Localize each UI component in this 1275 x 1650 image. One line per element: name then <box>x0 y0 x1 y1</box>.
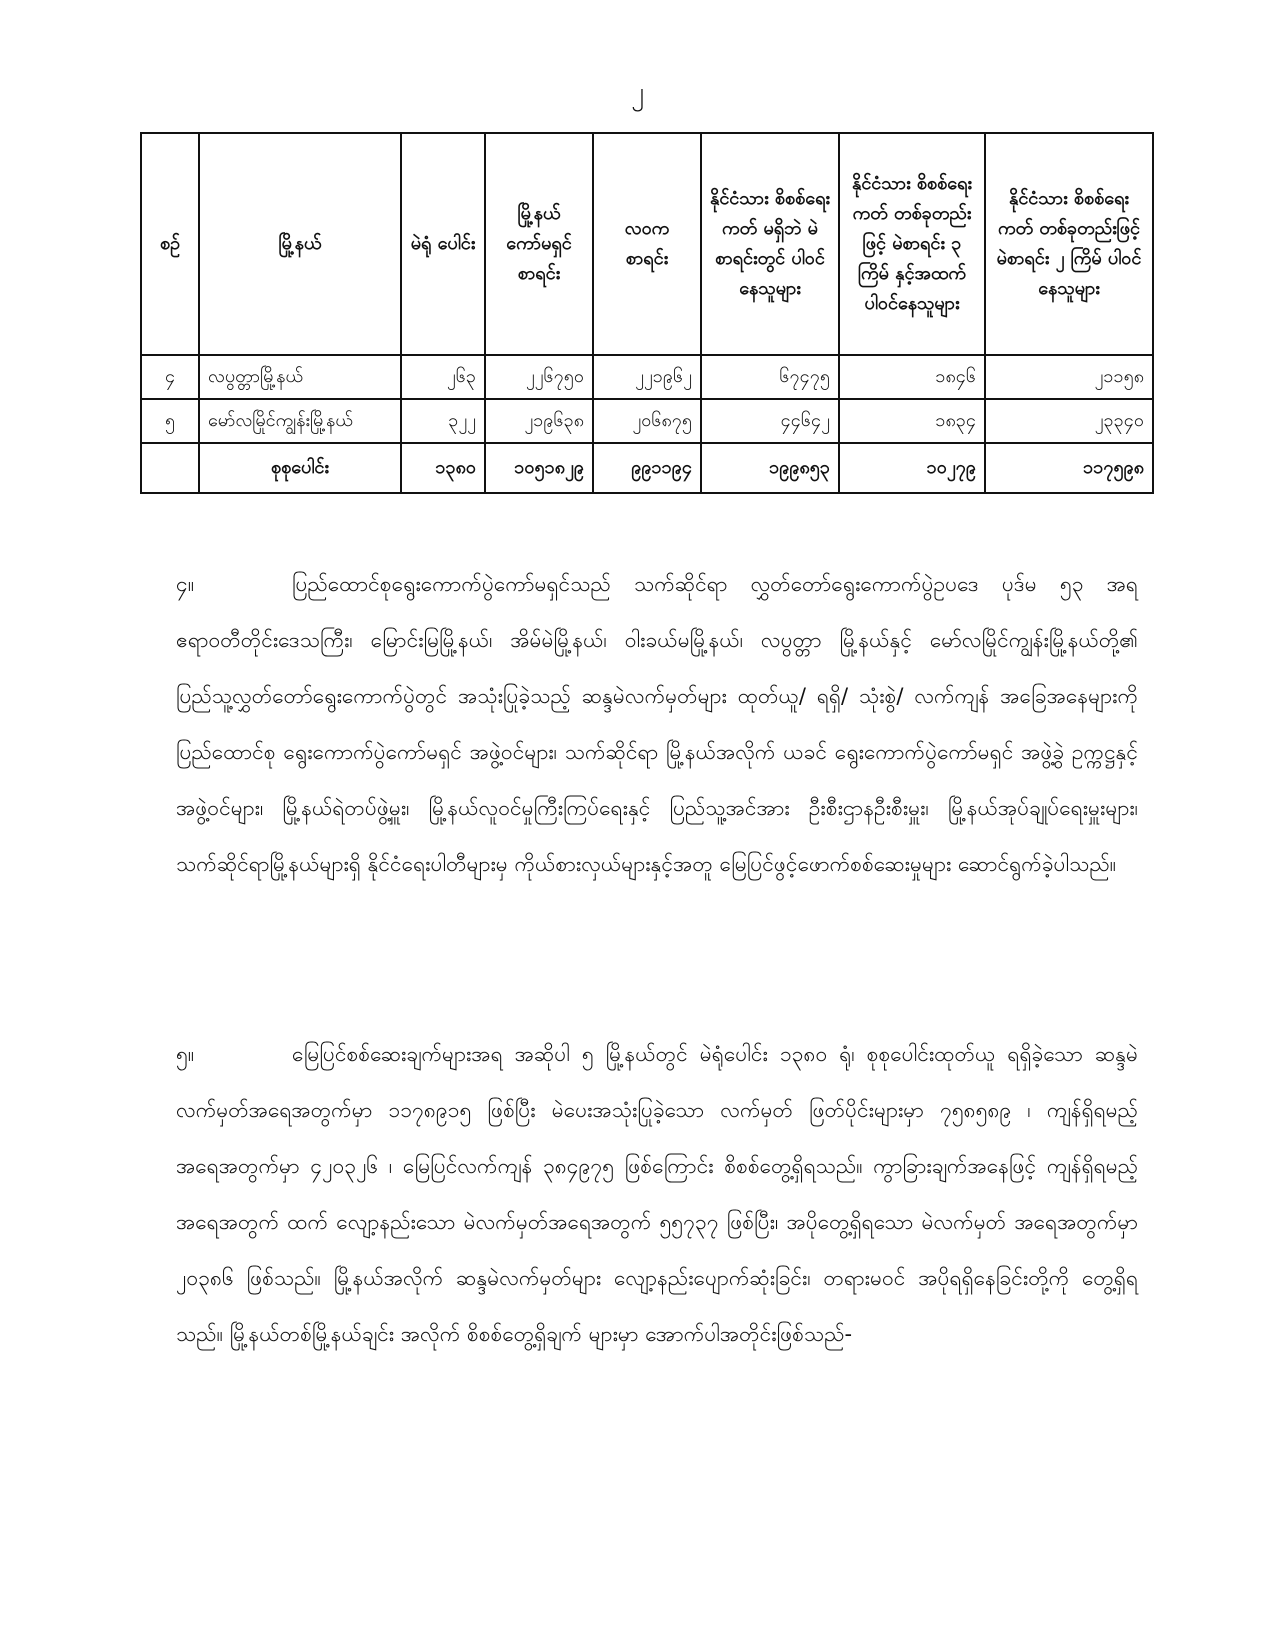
header-no: စဉ် <box>141 133 199 355</box>
paragraph-number: ၄။ <box>176 572 195 596</box>
header-commission-list: မြို့နယ် ကော်မရှင် စာရင်း <box>485 133 593 355</box>
cell-polling-stations: ၂၆၃ <box>401 355 485 399</box>
total-label: စုစုပေါင်း <box>199 443 401 493</box>
table-header-row <box>141 133 1153 355</box>
header-township: မြို့နယ် <box>199 133 401 355</box>
cell-two-times: ၂၁၁၅၈ <box>985 355 1153 399</box>
total-commission-list: ၁၀၅၁၈၂၉ <box>485 443 593 493</box>
paragraph-text: ပြည်ထောင်စုရွေးကောက်ပွဲကော်မရှင်သည် သက်ဆိုင်ရာ လွှတ်တော်ရွေးကောက်ပွဲဥပဒေ ပုဒ်မ ၅၃ အရ ဧရာဝတီတိုင်းဒေသကြီး၊ မြောင်းမြမြို့နယ်၊ အိမ်မဲမြို့နယ်၊ ဝါးခယ်မမြို့နယ်၊ လပွတ္တာ မြို့နယ်နှင့် မော်လမြိုင်ကျွန်းမြို့နယ်တို့၏ ပြည်သူ့လွှတ်တော်ရွေးကောက်ပွဲတွင် အသုံးပြုခဲ့သည့် ဆန္ဒမဲလက်မှတ်များ ထုတ်ယူ/ ရရှိ/ သုံးစွဲ/ လက်ကျန် အခြေအနေများကို ပြည်ထောင်စု ရွေးကောက်ပွဲကော်မရှင် အဖွဲ့ဝင်များ၊ သက်ဆိုင်ရာ မြို့နယ်အလိုက် ယခင် ရွေးကောက်ပွဲကော်မရှင် အဖွဲ့ခွဲ ဥက္ကဋ္ဌနှင့် အဖွဲ့ဝင်များ၊ မြို့နယ်ရဲတပ်ဖွဲ့မှူး၊ မြို့နယ်လူဝင်မှုကြီးကြပ်ရေးနှင့် ပြည်သူ့အင်အား ဦးစီးဌာနဦးစီးမှူး၊ မြို့နယ်အုပ်ချုပ်ရေးမှူးများ၊ သက်ဆိုင်ရာမြို့နယ်များရှိ နိုင်ငံရေးပါတီများမှ ကိုယ်စားလှယ်များနှင့်အတူ မြေပြင်ဖွင့်ဖောက်စစ်ဆေးမှုများ ဆောင်ရွက်ခဲ့ပါသည်။ <box>176 572 1138 876</box>
header-immigration-list: လဝက စာရင်း <box>593 133 701 355</box>
cell-immigration-list: ၂၂၁၉၆၂ <box>593 355 701 399</box>
cell-two-times: ၂၃၃၄၀ <box>985 399 1153 443</box>
page-number: ၂ <box>631 77 644 107</box>
cell-three-times: ၁၈၃၄ <box>839 399 985 443</box>
header-two-times: နိုင်ငံသား စိစစ်ရေးကတ် တစ်ခုတည်းဖြင့် မဲစာရင်း ၂ ကြိမ် ပါဝင်နေသူများ <box>985 133 1153 355</box>
cell-commission-list: ၂၁၉၆၃၈ <box>485 399 593 443</box>
total-immigration-list: ၉၉၁၁၉၄ <box>593 443 701 493</box>
header-no-card: နိုင်ငံသား စိစစ်ရေးကတ် မရှိဘဲ မဲစာရင်းတွင် ပါဝင်နေသူများ <box>701 133 839 355</box>
total-polling-stations: ၁၃၈၀ <box>401 443 485 493</box>
cell-three-times: ၁၈၄၆ <box>839 355 985 399</box>
table-row <box>141 399 1153 443</box>
total-no-card: ၁၉၉၈၅၃ <box>701 443 839 493</box>
cell-township: မော်လမြိုင်ကျွန်းမြို့နယ် <box>199 399 401 443</box>
total-cell-no <box>141 443 199 493</box>
total-two-times: ၁၁၇၅၉၈ <box>985 443 1153 493</box>
table-total-row <box>141 443 1153 493</box>
paragraph-text: မြေပြင်စစ်ဆေးချက်များအရ အဆိုပါ ၅ မြို့နယ်တွင် မဲရုံပေါင်း ၁၃၈၀ ရုံ၊ စုစုပေါင်းထုတ်ယူ ရရှိခဲ့သော ဆန္ဒမဲလက်မှတ်အရေအတွက်မှာ ၁၁၇၈၉၁၅ ဖြစ်ပြီး မဲပေးအသုံးပြုခဲ့သော လက်မှတ် ဖြတ်ပိုင်းများမှာ ၇၅၈၅၈၉ ၊ ကျန်ရှိရမည့်အရေအတွက်မှာ ၄၂၀၃၂၆ ၊ မြေပြင်လက်ကျန် ၃၈၄၉၇၅ ဖြစ်ကြောင်း စိစစ်တွေ့ရှိရသည်။ ကွာခြားချက်အနေဖြင့် ကျန်ရှိရမည့် အရေအတွက် ထက် လျော့နည်းသော မဲလက်မှတ်အရေအတွက် ၅၅၇၃၇ ဖြစ်ပြီး၊ အပိုတွေ့ရှိရသော မဲလက်မှတ် အရေအတွက်မှာ ၂၀၃၈၆ ဖြစ်သည်။ မြို့နယ်အလိုက် ဆန္ဒမဲလက်မှတ်များ လျော့နည်းပျောက်ဆုံးခြင်း၊ တရားမဝင် အပိုရရှိနေခြင်းတို့ကို တွေ့ရှိရသည်။ မြို့နယ်တစ်မြို့နယ်ချင်း အလိုက် စိစစ်တွေ့ရှိချက် များမှာ အောက်ပါအတိုင်းဖြစ်သည်- <box>176 1042 1138 1346</box>
paragraph-4 <box>176 556 1138 892</box>
results-table <box>140 132 1154 494</box>
cell-immigration-list: ၂၀၆၈၇၅ <box>593 399 701 443</box>
cell-township: လပွတ္တာမြို့နယ် <box>199 355 401 399</box>
total-three-times: ၁၀၂၇၉ <box>839 443 985 493</box>
cell-no: ၅ <box>141 399 199 443</box>
header-three-times: နိုင်ငံသား စိစစ်ရေးကတ် တစ်ခုတည်းဖြင့် မဲစာရင်း ၃ ကြိမ် နှင့်အထက် ပါဝင်နေသူများ <box>839 133 985 355</box>
cell-no-card: ၆၇၄၇၅ <box>701 355 839 399</box>
cell-no-card: ၄၄၆၄၂ <box>701 399 839 443</box>
paragraph-5 <box>176 1026 1138 1362</box>
table-row <box>141 355 1153 399</box>
cell-no: ၄ <box>141 355 199 399</box>
paragraph-number: ၅။ <box>176 1042 195 1066</box>
cell-polling-stations: ၃၂၂ <box>401 399 485 443</box>
header-polling-stations: မဲရုံ ပေါင်း <box>401 133 485 355</box>
cell-commission-list: ၂၂၆၇၅၀ <box>485 355 593 399</box>
